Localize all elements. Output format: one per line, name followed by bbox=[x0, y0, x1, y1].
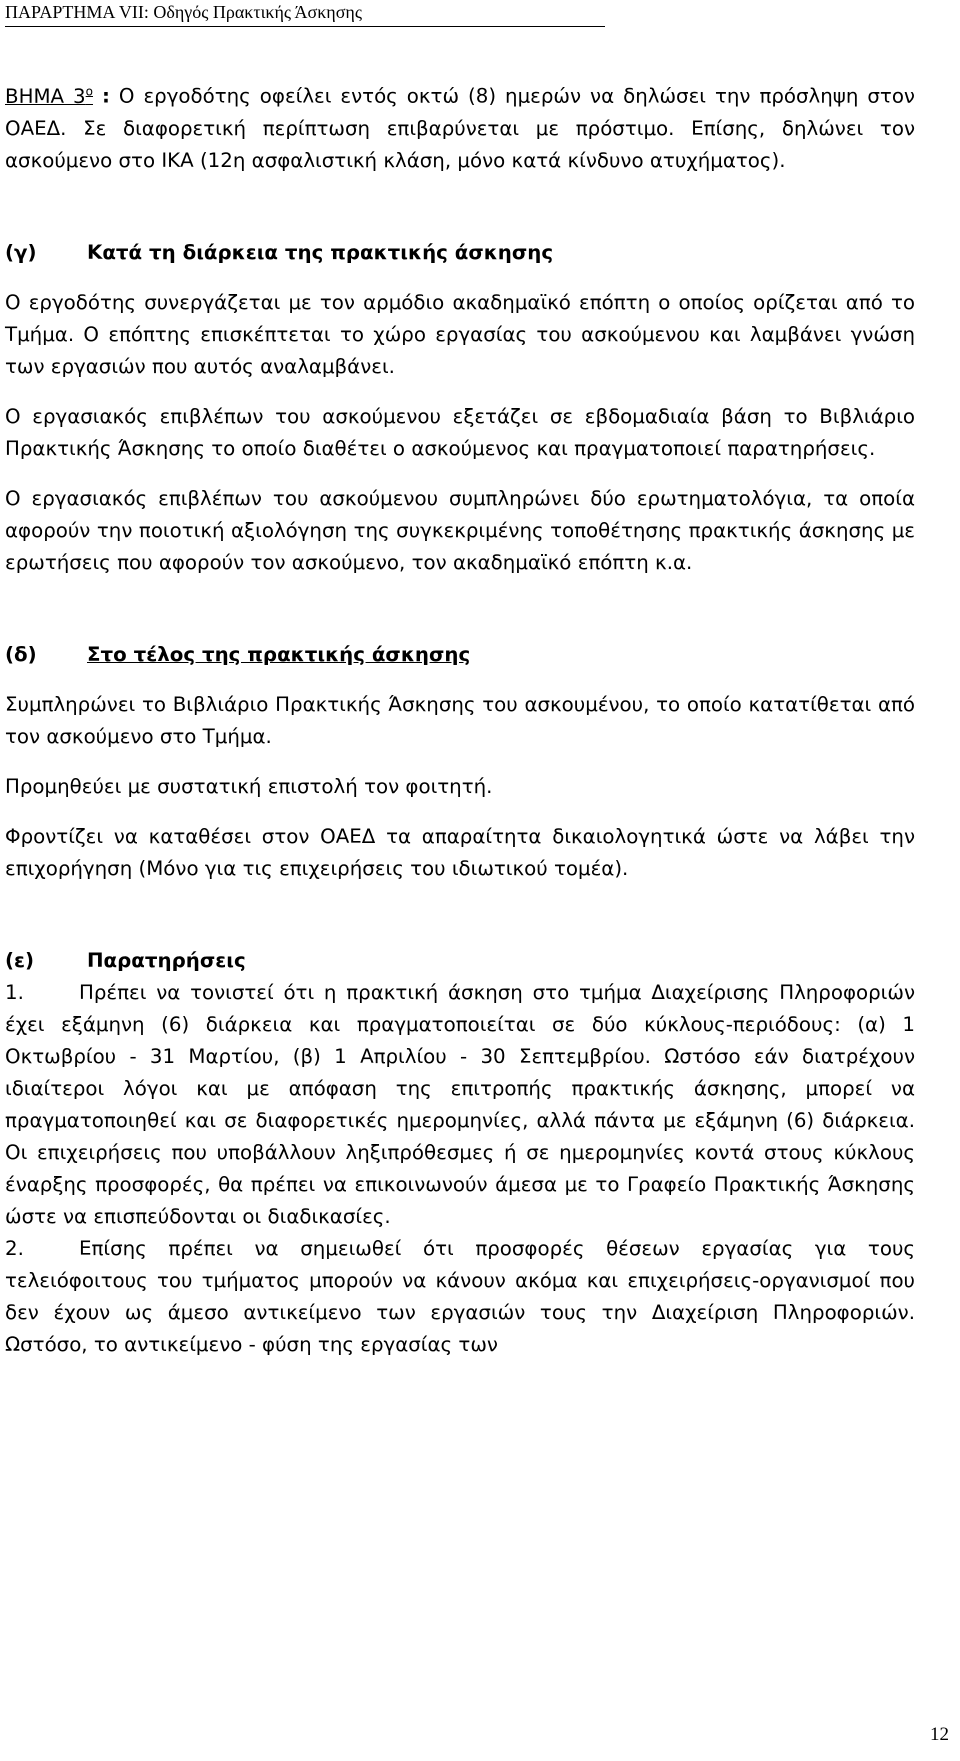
section-d-paragraph-3: Φροντίζει να καταθέσει στον ΟΑΕΔ τα απαραίτητα δικαιολογητικά ώστε να λάβει την επιχορήγηση (Μόνο για τις επιχειρήσεις του ιδιωτικού τομέα). bbox=[5, 824, 915, 880]
remark-item-2 bbox=[5, 1233, 915, 1361]
page-number: 12 bbox=[930, 1724, 949, 1745]
section-g-title: Κατά τη διάρκεια της πρακτικής άσκησης bbox=[87, 240, 554, 264]
section-d-paragraph-1: Συμπληρώνει το Βιβλιάριο Πρακτικής Άσκησης του ασκουμένου, το οποίο κατατίθεται από τον ασκούμενο στο Τμήμα. bbox=[5, 692, 915, 748]
section-d-title: Στο τέλος της πρακτικής άσκησης bbox=[87, 642, 471, 666]
remark-number: 1. bbox=[5, 980, 24, 1004]
section-d-paragraph-2: Προμηθεύει με συστατική επιστολή τον φοιτητή. bbox=[5, 774, 493, 798]
section-e-title: Παρατηρήσεις bbox=[87, 948, 246, 972]
remark-number: 2. bbox=[5, 1236, 24, 1260]
remark-text: Πρέπει να τονιστεί ότι η πρακτική άσκηση στο τμήμα Διαχείρισης Πληροφοριών έχει εξάμηνη (6) διάρκεια και πραγματοποιείται σε δύο κύκλους-περιόδους: (α) 1 Οκτωβρίου - 31 Μαρτίου, (β) 1 Απριλίου - 30 Σεπτεμβρίου. Ωστόσο εάν διατρέχουν ιδιαίτεροι λόγοι και με απόφαση της επιτροπής πρακτικής άσκησης, μπορεί να πραγματοποιηθεί και σε διαφορετικές ημερομηνίες, αλλά πάντα με εξάμηνη (6) διάρκεια. Οι επιχειρήσεις που υποβάλλουν ληξιπρόθεσμες ή σε ημερομηνίες κοντά στους κύκλους έναρξης προσφορές, θα πρέπει να επικοινωνούν άμεσα με το Γραφείο Πρακτικής Άσκησης ώστε να επισπεύδονται οι διαδικασίες. bbox=[5, 980, 915, 1228]
document-body bbox=[5, 75, 915, 1361]
remark-text: Επίσης πρέπει να σημειωθεί ότι προσφορές θέσεων εργασίας για τους τελειόφοιτους του τμήματος μπορούν να κάνουν ακόμα και επιχειρήσεις-οργανισμοί που δεν έχουν ως άμεσο αντικείμενο των εργασιών τους την Διαχείριση Πληροφοριών. Ωστόσο, το αντικείμενο - φύση της εργασίας των bbox=[5, 1236, 915, 1356]
section-e-heading bbox=[5, 945, 915, 977]
section-g-label: (γ) bbox=[5, 240, 37, 264]
section-d-label: (δ) bbox=[5, 642, 37, 666]
step3-colon: : bbox=[101, 84, 110, 108]
step3-paragraph bbox=[5, 75, 915, 177]
remark-item-1 bbox=[5, 977, 915, 1233]
section-g-heading bbox=[5, 237, 915, 269]
step3-label: ΒΗΜΑ $3^o$ bbox=[5, 84, 93, 108]
section-g-paragraph-2: Ο εργασιακός επιβλέπων του ασκούμενου εξετάζει σε εβδομαδιαία βάση το Βιβλιάριο Πρακτικής Άσκησης το οποίο διαθέτει ο ασκούμενος και πραγματοποιεί παρατηρήσεις. bbox=[5, 404, 915, 460]
section-e-label: (ε) bbox=[5, 948, 35, 972]
section-g-paragraph-3: Ο εργασιακός επιβλέπων του ασκούμενου συμπληρώνει δύο ερωτηματολόγια, τα οποία αφορούν την ποιοτική αξιολόγηση της συγκεκριμένης τοποθέτησης πρακτικής άσκησης με ερωτήσεις που αφορούν τον ασκούμενο, τον ακαδημαϊκό επόπτη κ.α. bbox=[5, 486, 915, 574]
step3-text: Ο εργοδότης οφείλει εντός οκτώ (8) ημερών να δηλώσει την πρόσληψη στον ΟΑΕΔ. Σε διαφορετική περίπτωση επιβαρύνεται με πρόστιμο. Επίσης, δηλώνει τον ασκούμενο στο ΙΚΑ (12η ασφαλιστική κλάση, μόνο κατά κίνδυνο ατυχήματος). bbox=[5, 84, 915, 172]
section-d-heading bbox=[5, 639, 915, 671]
running-header: ΠΑΡΑΡΤΗΜΑ VII: Οδηγός Πρακτικής Άσκησης bbox=[5, 0, 605, 27]
section-g-paragraph-1: Ο εργοδότης συνεργάζεται με τον αρμόδιο ακαδημαϊκό επόπτη ο οποίος ορίζεται από το Τμήμα. Ο επόπτης επισκέπτεται το χώρο εργασίας του ασκούμενου και λαμβάνει γνώση των εργασιών που αυτός αναλαμβάνει. bbox=[5, 290, 915, 378]
